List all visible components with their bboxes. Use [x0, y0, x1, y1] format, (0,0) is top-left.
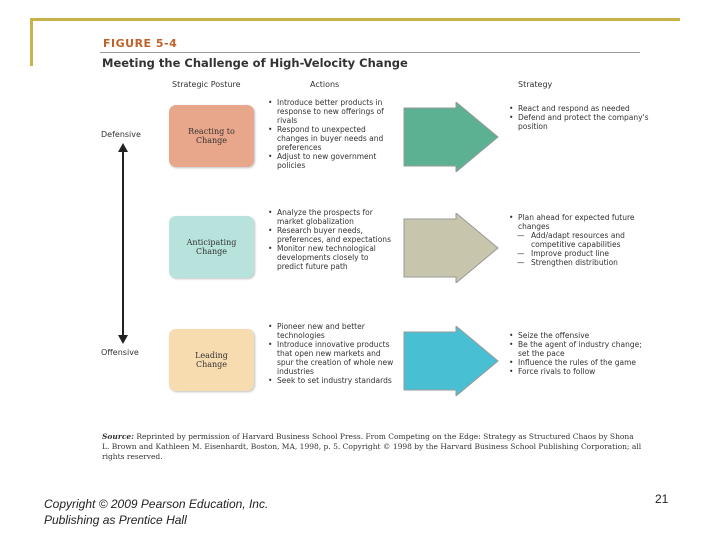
source-text: Reprinted by permission of Harvard Business School Press. From Competing on the Edge: Strategy as Structured Chaos by Shona L. Brown and Kathleen M. Eisenhardt, Boston, MA, 1998, p. 5. Copyright © 1998 by the Harvard Business School Publishing Corporation; all rights reserved.	[102, 432, 642, 461]
copyright-footer	[44, 496, 268, 528]
publisher-line: Publishing as Prentice Hall	[44, 513, 187, 527]
strategy-arrow-reacting	[400, 102, 500, 172]
strategy-subitem: — Add/adapt resources and competitive capabilities	[509, 231, 649, 249]
column-header-strategy: Strategy	[518, 80, 553, 89]
action-item: • Introduce innovative products that open new markets and spur the creation of whole new industries	[268, 340, 396, 376]
posture-box-reacting	[169, 105, 254, 167]
strategy-item: • Plan ahead for expected future changes	[509, 213, 649, 231]
defensive-offensive-axis	[122, 150, 124, 336]
actions-list-leading	[268, 322, 396, 385]
copyright-line: Copyright © 2009 Pearson Education, Inc.	[44, 497, 269, 511]
action-item: • Seek to set industry standards	[268, 376, 396, 385]
posture-label: Reacting to Change	[188, 127, 235, 145]
strategy-arrow-anticipating	[400, 213, 500, 283]
page-number: 21	[655, 492, 669, 506]
column-header-posture: Strategic Posture	[172, 80, 241, 89]
action-item: • Respond to unexpected changes in buyer needs and preferences	[268, 125, 396, 152]
strategy-arrow-leading	[400, 326, 500, 396]
strategy-item: • Defend and protect the company's position	[509, 113, 649, 131]
figure-source-note	[102, 432, 642, 462]
action-item: • Pioneer new and better technologies	[268, 322, 396, 340]
action-item: • Research buyer needs, preferences, and expectations	[268, 226, 396, 244]
strategy-list-leading	[509, 331, 649, 376]
actions-list-anticipating	[268, 208, 396, 271]
strategy-item: • Influence the rules of the game	[509, 358, 649, 367]
strategy-list-reacting	[509, 104, 649, 131]
slide-frame-top-rule	[30, 18, 680, 21]
axis-label-offensive: Offensive	[101, 348, 139, 357]
slide-frame-left-rule	[30, 18, 33, 66]
column-header-actions: Actions	[310, 80, 340, 89]
posture-label: Anticipating Change	[186, 238, 237, 256]
axis-label-defensive: Defensive	[101, 130, 141, 139]
figure-title-rule	[100, 52, 640, 53]
figure-label: FIGURE 5-4	[103, 37, 178, 50]
posture-box-anticipating	[169, 216, 254, 278]
strategy-item: • Be the agent of industry change; set the pace	[509, 340, 649, 358]
axis-arrow-down-icon	[118, 335, 128, 344]
strategy-subitem: — Strengthen distribution	[509, 258, 649, 267]
action-item: • Monitor new technological developments closely to predict future path	[268, 244, 396, 271]
figure-title: Meeting the Challenge of High-Velocity Change	[102, 56, 408, 70]
source-lead: Source:	[102, 432, 134, 441]
posture-box-leading	[169, 329, 254, 391]
action-item: • Introduce better products in response to new offerings of rivals	[268, 98, 396, 125]
actions-list-reacting	[268, 98, 396, 170]
action-item: • Analyze the prospects for market globalization	[268, 208, 396, 226]
strategy-item: • Seize the offensive	[509, 331, 649, 340]
action-item: • Adjust to new government policies	[268, 152, 396, 170]
strategy-subitem: — Improve product line	[509, 249, 649, 258]
strategy-list-anticipating	[509, 213, 649, 267]
posture-label: Leading Change	[195, 351, 228, 369]
strategy-item: • React and respond as needed	[509, 104, 649, 113]
strategy-item: • Force rivals to follow	[509, 367, 649, 376]
